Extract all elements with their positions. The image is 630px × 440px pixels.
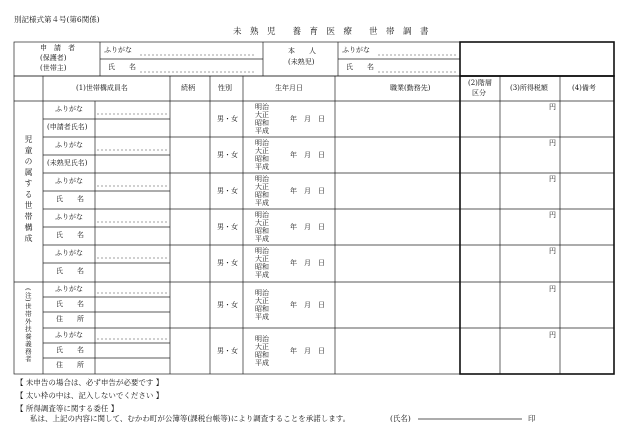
patient-furigana-field[interactable]	[378, 44, 458, 56]
col-birthdate: 生年月日	[275, 84, 303, 92]
row6-era-showa: 昭和	[255, 305, 269, 313]
applicant-furigana-label: ふりがな	[104, 46, 132, 54]
row6-name: 氏 名	[56, 300, 84, 308]
row3-era-taisho: 大正	[255, 183, 269, 191]
col-remarks: (4)備考	[572, 84, 596, 92]
row1-era-taisho: 大正	[255, 111, 269, 119]
row4-ymd: 年 月 日	[290, 223, 325, 231]
row2-era-heisei: 平成	[255, 163, 269, 171]
col-member-name: (1)世帯構成員名	[76, 84, 128, 92]
row6-sex[interactable]: 男・女	[217, 301, 238, 309]
row2-furigana: ふりがな	[55, 141, 83, 149]
row7-era-meiji: 明治	[255, 335, 269, 343]
row3-sex[interactable]: 男・女	[217, 187, 238, 195]
row7-name: 氏 名	[56, 346, 84, 354]
row2-sex[interactable]: 男・女	[217, 151, 238, 159]
row7-yen: 円	[549, 331, 556, 339]
applicant-name-field[interactable]	[140, 61, 258, 73]
group-external-label: (注)世帯外扶養義務者	[23, 288, 32, 363]
row6-ymd: 年 月 日	[290, 301, 325, 309]
row1-era-showa: 昭和	[255, 119, 269, 127]
row5-era-showa: 昭和	[255, 263, 269, 271]
row3-name: 氏 名	[56, 195, 84, 203]
patient-label-premature: (未熟児)	[288, 58, 315, 66]
row5-ymd: 年 月 日	[290, 259, 325, 267]
form-title: 未 熟 児 養 育 医 療 世 帯 調 書	[233, 27, 429, 37]
applicant-name-label: 氏 名	[108, 63, 136, 71]
row4-era-heisei: 平成	[255, 235, 269, 243]
row3-era-heisei: 平成	[255, 199, 269, 207]
row2-era-meiji: 明治	[255, 139, 269, 147]
row3-era-showa: 昭和	[255, 191, 269, 199]
note-delegation-heading: 【 所得調査等に関する委任 】	[16, 404, 119, 413]
row1-furigana: ふりがな	[55, 105, 83, 113]
row7-sex[interactable]: 男・女	[217, 347, 238, 355]
row6-era-meiji: 明治	[255, 289, 269, 297]
row6-era-taisho: 大正	[255, 297, 269, 305]
patient-name-label: 氏 名	[346, 63, 374, 71]
note-thick-frame: 【 太い枠の中は、記入しないでください 】	[16, 391, 164, 400]
row1-sex[interactable]: 男・女	[217, 115, 238, 123]
signature-label: (氏名)	[390, 414, 411, 423]
row1-applicant-name: (申請者氏名)	[47, 123, 88, 131]
row2-patient-name: (未熟児氏名)	[47, 159, 88, 167]
col-sex: 性別	[218, 84, 232, 92]
row4-era-showa: 昭和	[255, 227, 269, 235]
note-declaration-required: 【 未申告の場合は、必ず申告が必要です 】	[16, 378, 164, 387]
row5-era-heisei: 平成	[255, 271, 269, 279]
col-class-sub: 区分	[472, 89, 486, 97]
form-number: 別記様式第４号(第6関係)	[14, 15, 100, 24]
col-class: (2)階層	[468, 79, 492, 87]
row3-furigana: ふりがな	[55, 177, 83, 185]
patient-label: 本 人	[288, 47, 316, 55]
row3-yen: 円	[549, 175, 556, 183]
row7-era-taisho: 大正	[255, 343, 269, 351]
row7-era-showa: 昭和	[255, 351, 269, 359]
row6-era-heisei: 平成	[255, 313, 269, 321]
applicant-furigana-field[interactable]	[140, 44, 258, 56]
row2-era-showa: 昭和	[255, 155, 269, 163]
row5-sex[interactable]: 男・女	[217, 259, 238, 267]
row7-furigana: ふりがな	[55, 331, 83, 339]
row2-ymd: 年 月 日	[290, 151, 325, 159]
row4-yen: 円	[549, 211, 556, 219]
row6-yen: 円	[549, 285, 556, 293]
seal-mark: 印	[528, 414, 536, 423]
row6-address: 住 所	[56, 315, 84, 323]
applicant-label: 申 請 者	[40, 44, 75, 52]
col-relation: 続柄	[181, 84, 195, 92]
row4-name: 氏 名	[56, 231, 84, 239]
row7-ymd: 年 月 日	[290, 347, 325, 355]
group-household-label: 児童の属する世帯構成	[24, 135, 33, 245]
row5-furigana: ふりがな	[55, 249, 83, 257]
row7-address: 住 所	[56, 361, 84, 369]
row1-yen: 円	[549, 103, 556, 111]
patient-name-field[interactable]	[378, 61, 458, 73]
row4-sex[interactable]: 男・女	[217, 223, 238, 231]
row4-furigana: ふりがな	[55, 213, 83, 221]
applicant-label-guardian: (保護者)	[40, 54, 67, 62]
consent-text: 私は、上記の内容に関して、むかわ町が公簿等(課税台帳等)により調査することを承諾します。	[30, 414, 351, 423]
row5-era-meiji: 明治	[255, 247, 269, 255]
row7-era-heisei: 平成	[255, 359, 269, 367]
patient-furigana-label: ふりがな	[342, 46, 370, 54]
row4-era-meiji: 明治	[255, 211, 269, 219]
row1-era-heisei: 平成	[255, 127, 269, 135]
applicant-label-head: (世帯主)	[40, 64, 67, 72]
row5-name: 氏 名	[56, 267, 84, 275]
row3-ymd: 年 月 日	[290, 187, 325, 195]
row1-era-meiji: 明治	[255, 103, 269, 111]
col-income-tax: (3)所得税額	[510, 84, 548, 92]
row6-furigana: ふりがな	[55, 285, 83, 293]
signature-field[interactable]	[418, 410, 522, 420]
row3-era-meiji: 明治	[255, 175, 269, 183]
col-occupation: 職業(勤務先)	[390, 84, 431, 92]
row2-era-taisho: 大正	[255, 147, 269, 155]
row2-yen: 円	[549, 139, 556, 147]
row1-ymd: 年 月 日	[290, 115, 325, 123]
row5-yen: 円	[549, 247, 556, 255]
row4-era-taisho: 大正	[255, 219, 269, 227]
row5-era-taisho: 大正	[255, 255, 269, 263]
